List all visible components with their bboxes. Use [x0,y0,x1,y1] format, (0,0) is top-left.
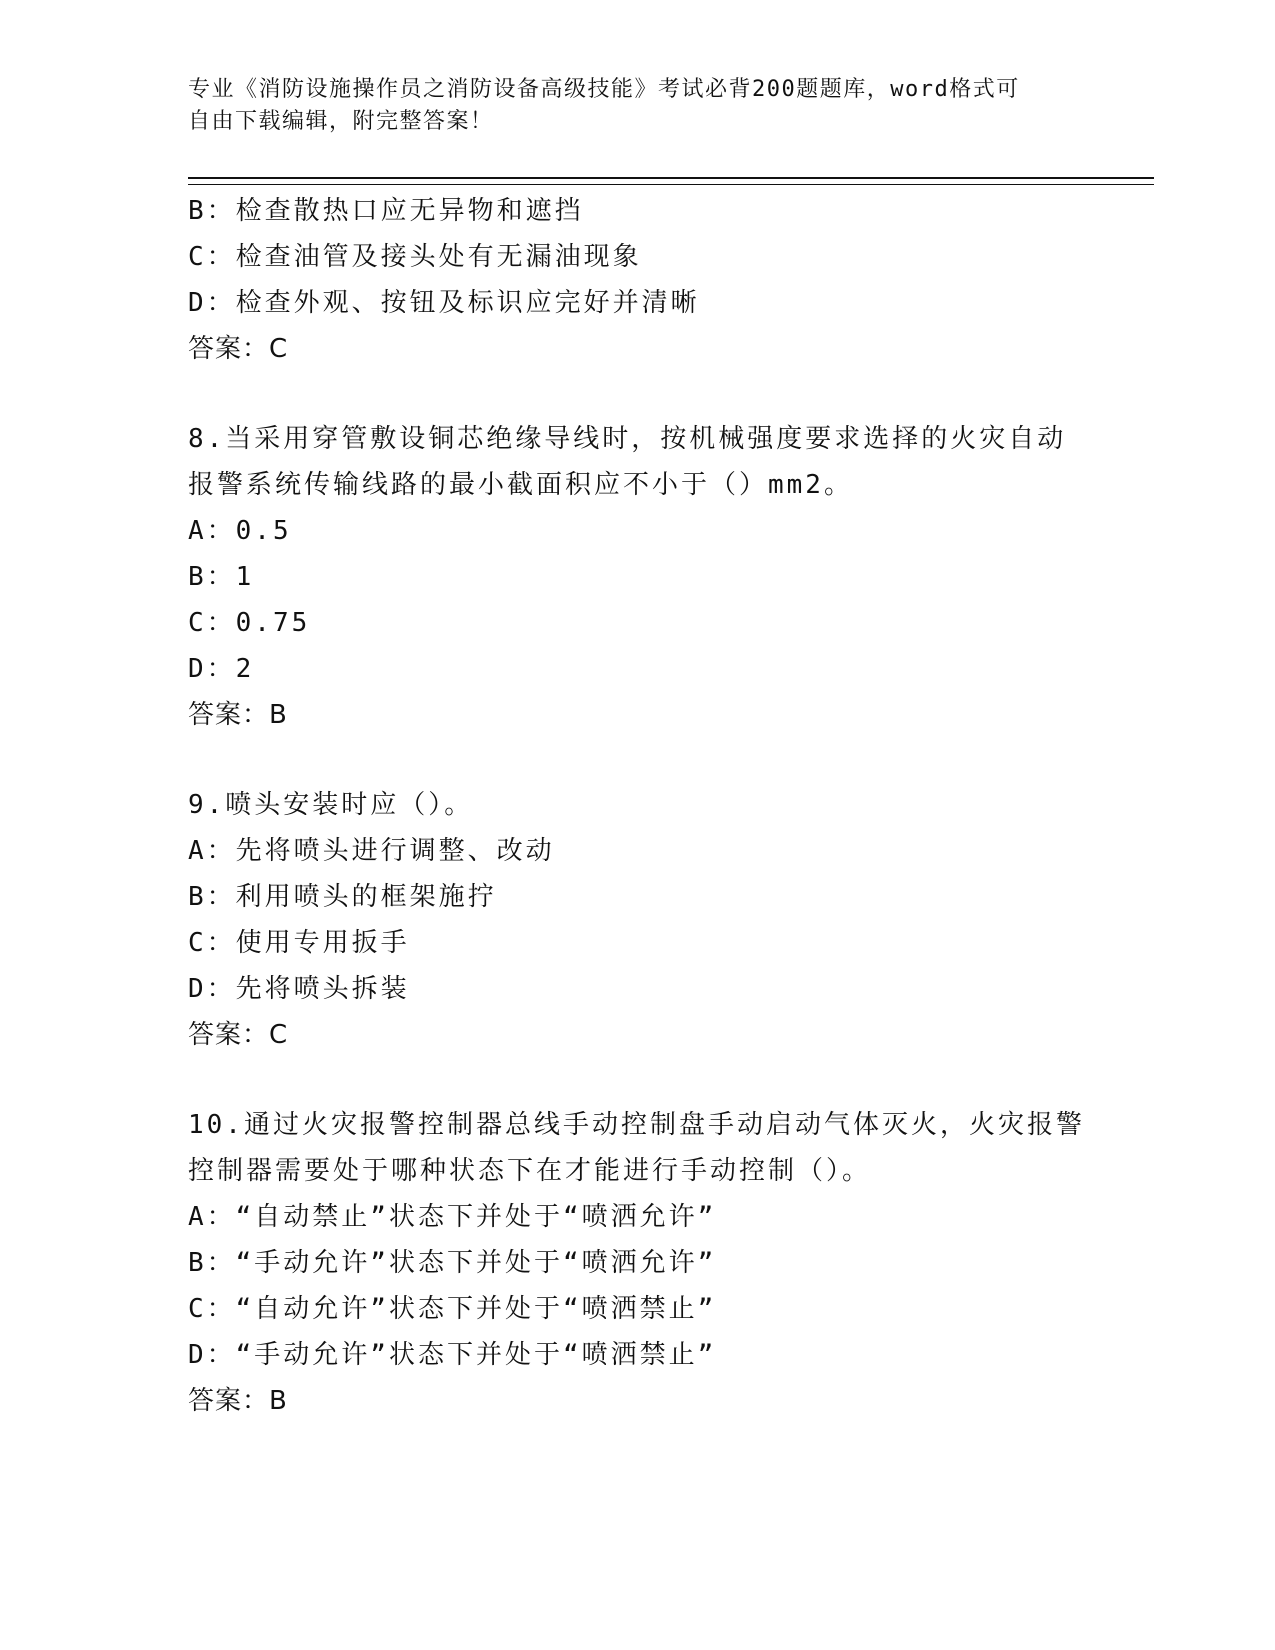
document-header [188,74,1078,138]
question-list [188,188,1088,1424]
option-a: A：0.5 [188,516,292,546]
answer: 答案：B [188,700,288,730]
option-c: C：“自动允许”状态下并处于“喷洒禁止” [188,1294,717,1324]
option-b: B：检查散热口应无异物和遮挡 [188,196,584,226]
answer: 答案：B [188,1386,288,1416]
option-d: D：2 [188,654,255,684]
option-c: C：0.75 [188,608,311,638]
answer: 答案：C [188,1020,289,1050]
question-stem-continued: 报警系统传输线路的最小截面积应不小于（）mm2。 [188,470,853,500]
option-d: D：先将喷头拆装 [188,974,410,1004]
question-7-tail [188,188,1088,372]
option-c: C：检查油管及接头处有无漏油现象 [188,242,642,272]
question-8 [188,416,1088,738]
question-stem: 10.通过火灾报警控制器总线手动控制盘手动启动气体灭火，火灾报警 [188,1110,1085,1140]
question-10 [188,1102,1088,1424]
option-d: D：检查外观、按钮及标识应完好并清晰 [188,288,700,318]
question-stem: 9.喷头安装时应（）。 [188,790,474,820]
option-a: A：“自动禁止”状态下并处于“喷洒允许” [188,1202,717,1232]
question-9 [188,782,1088,1058]
option-c: C：使用专用扳手 [188,928,410,958]
option-b: B：利用喷头的框架施拧 [188,882,497,912]
option-b: B：“手动允许”状态下并处于“喷洒允许” [188,1248,717,1278]
question-stem: 8.当采用穿管敷设铜芯绝缘导线时，按机械强度要求选择的火灾自动 [188,424,1067,454]
answer: 答案：C [188,334,289,364]
header-line-1: 专业《消防设施操作员之消防设备高级技能》考试必背200题题库，word格式可 [188,77,1020,102]
option-b: B：1 [188,562,255,592]
option-a: A：先将喷头进行调整、改动 [188,836,555,866]
option-d: D：“手动允许”状态下并处于“喷洒禁止” [188,1340,717,1370]
header-line-2: 自由下载编辑，附完整答案！ [188,109,494,134]
question-stem-continued: 控制器需要处于哪种状态下在才能进行手动控制（）。 [188,1156,872,1186]
header-divider-thick [188,177,1154,179]
header-divider-thin [188,184,1154,185]
